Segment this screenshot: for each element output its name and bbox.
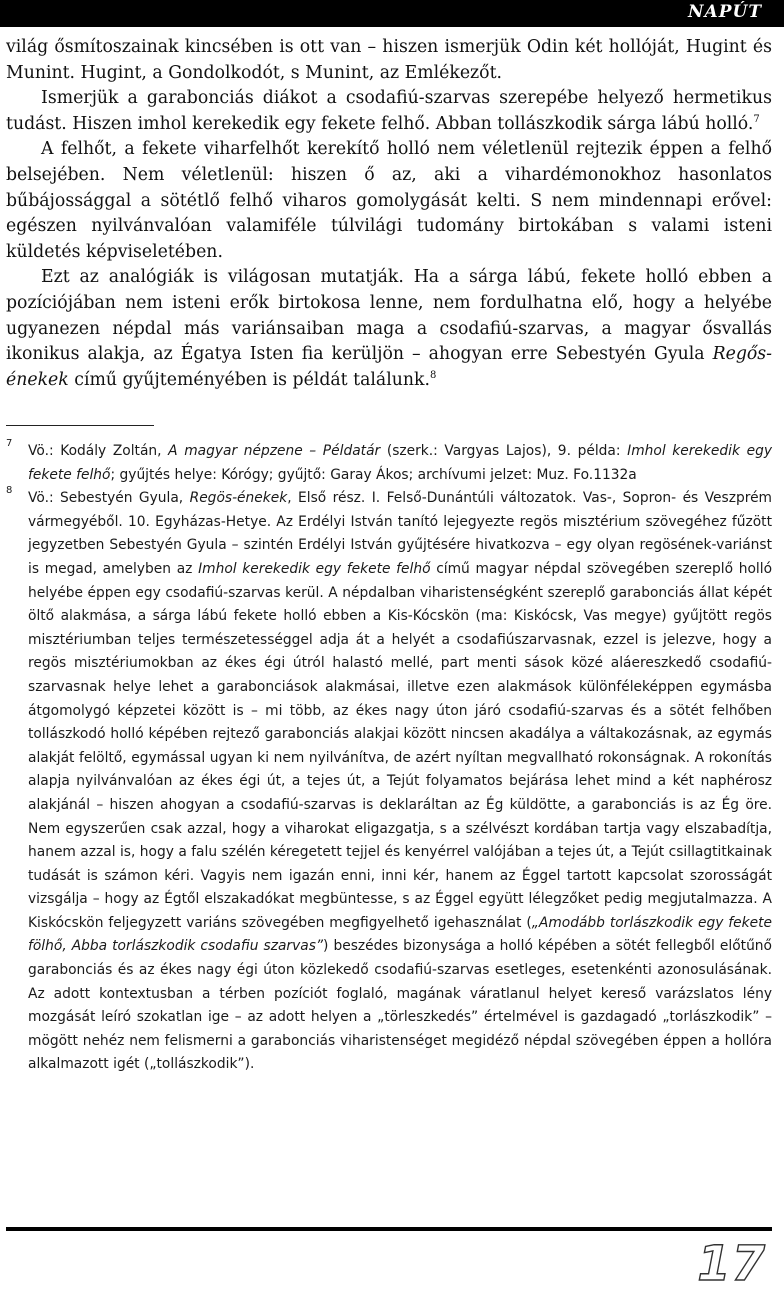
paragraph-3: A felhőt, a fekete viharfelhőt kerekítő holló nem véletlenül rejtezik éppen a felhő belsejében. Nem véletlenül: hiszen ő az, aki a vihardémonokhoz hasonlatos bűbájossággal a sötétlő felhő viharos gomolygását kelti. S nem mindennapi erővel: egészen nyilvánvalóan valamiféle túlvilági tudomány birtokában s valami isteni küldetés képviseletében.: [6, 139, 772, 262]
book-title: Regős-énekek: [6, 344, 772, 390]
footnote-ref-8[interactable]: 8: [429, 369, 437, 381]
footnote-separator: [6, 425, 154, 426]
footnote-number: 7: [6, 438, 13, 449]
main-text: [6, 35, 772, 393]
footnotes: [6, 440, 772, 1077]
header-bar: [0, 0, 784, 27]
footnote-ref-7[interactable]: 7: [753, 114, 760, 126]
footnote-7: 7 Vö.: Kodály Zoltán, A magyar népzene – Példatár (szerk.: Vargyas Lajos), 9. példa: Imhol kerekedik egy fekete felhő; gyűjtés helye: Kórógy; gyűjtő: Garay Ákos; archívumi jelzet: Muz. Fo.1132a: [6, 438, 772, 483]
paragraph-1: világ ősmítoszainak kincsében is ott van – hiszen ismerjük Odin két hollóját, Hugint és Munint. Hugint, a Gondolkodót, s Munint, az Emlékezőt.: [6, 37, 772, 83]
paragraph-4: Ezt az analógiák is világosan mutatják. Ha a sárga lábú, fekete holló ebben a pozíciójában nem isteni erők birtokosa lenne, nem fordulhatna elő, hogy a helyébe ugyanezen népdal más variánsaiban maga a csodafiú-szarvas, a magyar ősvallás ikonikus alakja, az Égatya Isten fia kerüljön – ahogyan erre Sebestyén Gyula Regős-énekek című gyűjteményében is példát találunk.$^8$: [6, 267, 772, 390]
footnote-number: 8: [6, 485, 13, 497]
page-number: 17: [697, 1236, 766, 1292]
paragraph-2: Ismerjük a garabonciás diákot a csodafiú-szarvas szerepébe helyező hermetikus tudást. Hiszen imhol kerekedik egy fekete felhő. Abban tollászkodik sárga lábú holló.$^7$: [6, 88, 772, 134]
bottom-rule: [6, 1227, 772, 1231]
journal-logo: NAPÚT: [688, 2, 762, 22]
footnote-8: 8 Vö.: Sebestyén Gyula, Regös-énekek, Első rész. I. Felső-Dunántúli változatok. Vas-, Sopron- és Veszprém vármegyéből. 10. Egyházas-Hetye. Az Erdélyi István tanító lejegyezte regös misztérium szövegéhez fűzött jegyzetben Sebestyén Gyula – szintén Erdélyi István gyűjtésére hivatkozva – egy olyan regösének-variánst is megad, amelyben az Imhol kerekedik egy fekete felhő című magyar népdal szövegében szereplő holló helyébe éppen egy csodafiú-szarvas kerül. A népdalban viharistenségként szereplő garabonciás állat képét öltő alakmása, a sárga lábú fekete holló ebben a Kis-Kócskön (ma: Kiskócsk, Vas megye) gyűjtött regös misztériumban teljes természetességgel adja át a helyét a csodafiúszarvasnak, ezzel is jelezve, hogy a regös misztériumokban az ékes égi útról halastó mellé, part menti sások közé aláereszkedő csodafiú-szarvasnak helye lehet a garabonciások alakmásai, illetve ezen alakmások különféleképpen egymásba átgomolygó képzetei között is – mi több, az ékes nagy úton járó csodafiú-szarvas és a sötét felhőben tollászkodó holló képében rejtező garabonciás alakjai között nincsen akadálya a váltakozásnak, az egymás alakját felöltő, egymással ugyan ki nem nyilvánítva, de azért nyíltan megvallható rokonságnak. A rokonítás alapja nyilvánvalóan az ékes égi út, a tejes út, a Tejút folyamatos bejárása lehet mind a két naphérosz alakjánál – hiszen ahogyan a csodafiú-szarvas is deklaráltan az Ég küldötte, a garabonciás is az Ég öre. Nem egyszerűen csak azzal, hogy a viharokat eligazgatja, s a szélvészt kordában tartja vagy elszabadítja, hanem azzal is, hogy a falu szélén kéregetett tejjel és kenyérrel valójában a tejes út, a Tejút csillagtitkainak tudását is számon kéri. Vagyis nem igazán enni, inni kér, hanem az Éggel tartott kapcsolat szorosságát vizsgálja – hogy az Égtől elszakadókat megbüntesse, s az Éggel együtt lélegzőket pedig megjutalmazza. A Kiskócskön feljegyzett variáns szövegében megfigyelhető igehasználat („Amodább torlászkodik egy fekete fölhő, Abba torlászkodik csodafiu szarvas”) beszédes bizonysága a holló képében a sötét fellegből előtűnő garabonciás és az ékes nagy égi úton közlekedő csodafiú-szarvas esetleges, esetenkénti azonosulásának. Az adott kontextusban a térben pozíciót foglaló, magának váratlanul helyet kereső varázslatos lény mozgását leíró szokatlan ige – az adott helyen a „törleszkedés” értelmével is gazdagadó „torlászkodik” – mögött nehéz nem felismerni a garabonciás viharistenséget megidéző népdal szövegében éppen a hollóra alkalmazott igét („tollászkodik”).: [6, 485, 773, 1073]
